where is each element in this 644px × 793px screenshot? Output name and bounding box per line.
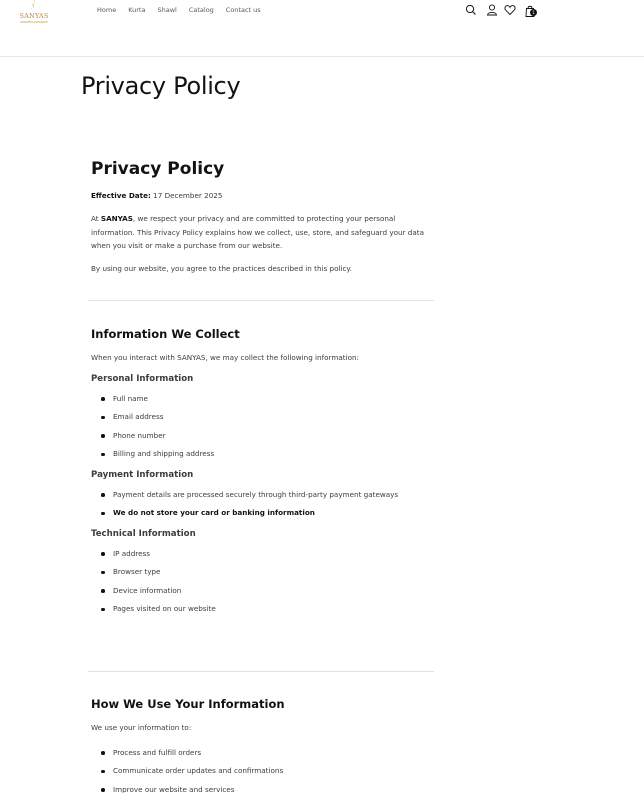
list-item: Communicate order updates and confirmations	[91, 762, 436, 781]
list-item: Full name	[91, 390, 436, 409]
section-divider	[88, 671, 434, 672]
list-item: Phone number	[91, 427, 436, 446]
nav-home[interactable]: Home	[97, 6, 117, 14]
list-item: Email address	[91, 408, 436, 427]
wishlist-heart-icon[interactable]	[504, 3, 516, 17]
nav-contact-us[interactable]: Contact us	[225, 6, 261, 14]
agree-paragraph: By using our website, you agree to the practices described in this policy.	[91, 264, 352, 274]
policy-title: Privacy Policy	[91, 159, 225, 179]
intro-text: , we respect your privacy and are committed to protecting your personal information. This Privacy Policy explains how we collect, use, store, and safeguard your data when you visit or make a purchase from our website.	[91, 213, 424, 251]
section-divider	[88, 300, 434, 301]
section-heading: Information We Collect	[91, 327, 240, 341]
brand-name: SANYAS	[19, 12, 49, 20]
payment-info-list	[91, 486, 436, 523]
list-item: IP address	[91, 545, 436, 564]
section-how-we-use	[91, 697, 436, 793]
list-item: Process and fulfill orders	[91, 744, 436, 763]
use-list	[91, 744, 436, 793]
subheading-payment: Payment Information	[91, 469, 194, 480]
list-item: Payment details are processed securely through third-party payment gateways	[91, 486, 436, 505]
policy-intro	[91, 159, 436, 285]
section-intro: When you interact with SANYAS, we may collect the following information:	[91, 353, 359, 362]
intro-prefix: At	[91, 213, 99, 223]
personal-info-list	[91, 390, 436, 464]
main-nav	[97, 6, 273, 14]
nav-shawl[interactable]: Shawl	[157, 6, 177, 14]
effective-date-label: Effective Date:	[91, 191, 151, 200]
intro-brand: SANYAS	[100, 213, 133, 223]
list-item: Billing and shipping address	[91, 445, 436, 464]
intro-paragraph	[91, 212, 436, 253]
list-item: Device information	[91, 582, 436, 601]
cart-button[interactable]	[524, 3, 536, 17]
section-heading: How We Use Your Information	[91, 697, 285, 711]
list-item: We do not store your card or banking information	[91, 504, 436, 523]
nav-catalog[interactable]: Catalog	[188, 6, 214, 14]
technical-info-list	[91, 545, 436, 619]
effective-date-value: 17 December 2025	[153, 191, 223, 200]
section-intro: We use your information to:	[91, 723, 192, 732]
list-item: Pages visited on our website	[91, 600, 436, 619]
list-item: Browser type	[91, 563, 436, 582]
subheading-personal: Personal Information	[91, 373, 194, 384]
subheading-technical: Technical Information	[91, 528, 196, 539]
list-item: Improve our website and services	[91, 781, 436, 793]
site-header	[0, 0, 644, 57]
section-information-we-collect	[91, 327, 436, 625]
effective-date	[91, 189, 436, 203]
search-icon[interactable]	[465, 3, 477, 17]
header-icons	[465, 3, 540, 19]
page-title: Privacy Policy	[81, 72, 241, 100]
brand-tagline: GRACEFUL ELEGANCE	[20, 21, 48, 24]
logo-flame-icon	[28, 0, 40, 12]
nav-kurta[interactable]: Kurta	[128, 6, 146, 14]
brand-logo[interactable]	[16, 0, 52, 26]
cart-count-badge: 1	[530, 9, 537, 16]
account-icon[interactable]	[486, 3, 498, 17]
